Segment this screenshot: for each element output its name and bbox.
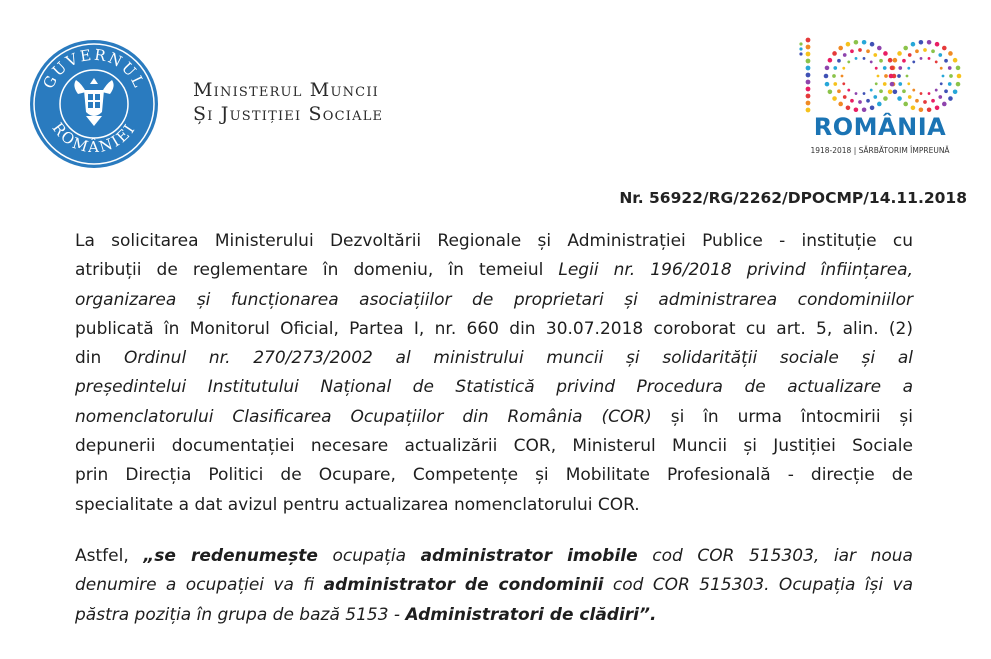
reference-number: Nr. 56922/RG/2262/DPOCMP/14.11.2018	[619, 189, 967, 207]
paragraph-request	[75, 227, 913, 520]
law-reference: Legii nr. 196/2018 privind înființarea,	[558, 260, 913, 281]
ministry-name	[193, 78, 383, 126]
centenary-logo-icon	[790, 32, 970, 164]
text-line: denumire a ocupației va fi administrator de condominii cod COR 515303. Ocupația își va	[75, 575, 913, 596]
text-line: depunerii documentației necesare actualizării COR, Ministerul Muncii și Justiției Sociale	[75, 436, 913, 457]
new-occupation-name: administrator de condominii	[323, 575, 604, 596]
seal-text-top: GUVERNUL	[39, 45, 149, 92]
text-line: specialitate a dat avizul pentru actualizarea nomenclatorului COR.	[75, 494, 640, 515]
text-line: La solicitarea Ministerului Dezvoltării Regionale și Administrației Publice - instituție cu	[75, 231, 913, 251]
text-line: prin Direcția Politici de Ocupare, Competențe și Mobilitate Profesională - direcție de	[75, 465, 913, 486]
text-line: păstra poziția în grupa de bază 5153 - Administratori de clădiri”.	[75, 604, 657, 625]
text-line: publicată în Monitorul Oficial, Partea I, nr. 660 din 30.07.2018 coroborat cu art. 5, alin. (2)	[75, 318, 913, 339]
text-line: nomenclatorului Clasificarea Ocupațiilor din România (COR) și în urma întocmirii și	[75, 406, 914, 427]
paragraph-renaming	[75, 542, 913, 630]
text-line: Astfel, „se redenumește ocupația administrator imobile cod COR 515303, iar noua	[75, 545, 913, 566]
order-reference: Ordinul nr. 270/273/2002 al ministrului muncii și solidarității sociale și al	[124, 348, 913, 369]
ministry-line-2: Și Justiției Sociale	[193, 103, 384, 125]
text-line: din Ordinul nr. 270/273/2002 al ministrului muncii și solidarității sociale și al	[75, 348, 913, 369]
document-body	[75, 227, 913, 630]
seal-text-bottom: ROMÂNIEI	[48, 119, 140, 157]
text-line: organizarea și funcționarea asociațiilor de proprietari și administrarea condominiilor	[75, 289, 913, 310]
centenary-title: ROMÂNIA	[813, 113, 947, 141]
text-line: președintelui Institutului Național de Statistică privind Procedura de actualizare a	[75, 377, 913, 398]
centenary-subtitle: 1918-2018 | SĂRBĂTORIM ÎMPREUNĂ	[810, 146, 950, 155]
old-occupation-name: administrator imobile	[420, 545, 638, 566]
ministry-line-1: Ministerul Muncii	[193, 79, 379, 101]
group-name: Administratori de clădiri	[405, 604, 639, 625]
text-line: atribuții de reglementare în domeniu, în temeiul Legii nr. 196/2018 privind înființarea,	[75, 260, 913, 281]
government-seal-icon	[28, 38, 160, 170]
